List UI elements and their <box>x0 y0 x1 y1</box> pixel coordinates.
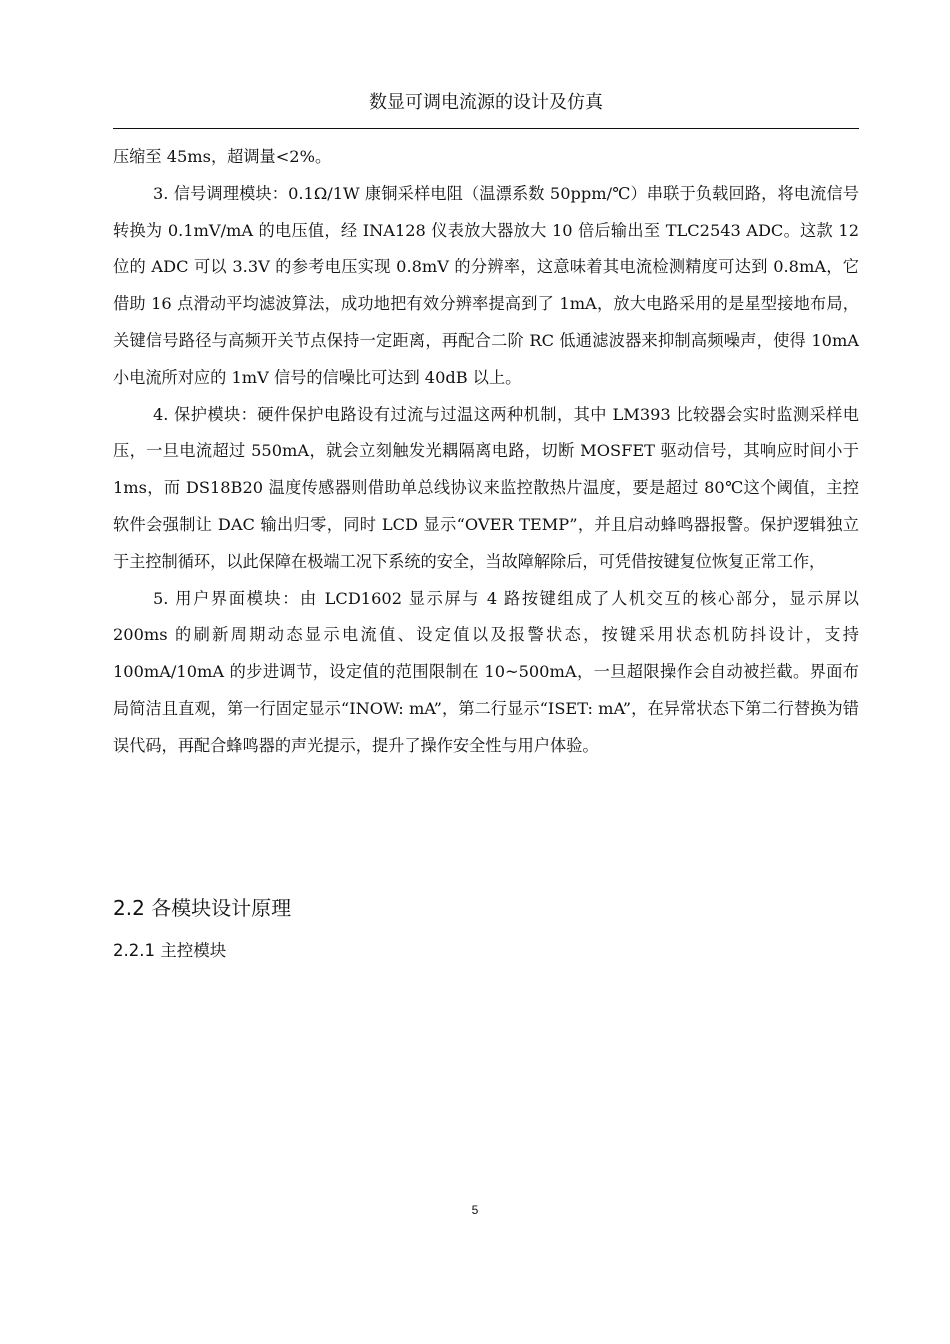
subsection-heading: 2.2.1 主控模块 <box>113 941 227 960</box>
paragraph-user-interface-module: 5. 用户界面模块：由 LCD1602 显示屏与 4 路按键组成了人机交互的核心部分，显示屏以 200ms 的刷新周期动态显示电流值、设定值以及报警状态，按键采用状态机防抖设计，支持 100mA/10mA 的步进调节，设定值的范围限制在 10~500mA，一旦超限操作会自动被拦截。界面布局简洁且直观，第一行固定显示“INOW: mA”，第二行显示“ISET: mA”，在异常状态下第二行替换为错误代码，再配合蜂鸣器的声光提示，提升了操作安全性与用户体验。 <box>113 588 859 755</box>
page-number: 5 <box>471 1203 479 1217</box>
paragraph-continuation: 压缩至 45ms，超调量<2%。 <box>113 147 332 166</box>
section-heading: 2.2 各模块设计原理 <box>113 896 292 920</box>
page-header-title: 数显可调电流源的设计及仿真 <box>369 92 603 113</box>
body-text <box>113 139 859 765</box>
paragraph-protection-module: 4. 保护模块：硬件保护电路设有过流与过温这两种机制，其中 LM393 比较器会实时监测采样电压，一旦电流超过 550mA，就会立刻触发光耦隔离电路，切断 MOSFET 驱动信号，其响应时间小于 1ms，而 DS18B20 温度传感器则借助单总线协议来监控散热片温度，要是超过 80℃这个阈值，主控软件会强制让 DAC 输出归零，同时 LCD 显示“OVER TEMP”，并且启动蜂鸣器报警。保护逻辑独立于主控制循环，以此保障在极端工况下系统的安全，当故障解除后，可凭借按键复位恢复正常工作， <box>113 404 859 571</box>
header-divider <box>113 128 859 129</box>
paragraph-signal-conditioning-module: 3. 信号调理模块：0.1Ω/1W 康铜采样电阻（温漂系数 50ppm/℃）串联于负载回路，将电流信号转换为 0.1mV/mA 的电压值，经 INA128 仪表放大器放大 10 倍后输出至 TLC2543 ADC。这款 12 位的 ADC 可以 3.3V 的参考电压实现 0.8mV 的分辨率，这意味着其电流检测精度可达到 0.8mA，它借助 16 点滑动平均滤波算法，成功地把有效分辨率提高到了 1mA，放大电路采用的是星型接地布局，关键信号路径与高频开关节点保持一定距离，再配合二阶 RC 低通滤波器来抑制高频噪声，使得 10mA 小电流所对应的 1mV 信号的信噪比可达到 40dB 以上。 <box>113 183 859 387</box>
